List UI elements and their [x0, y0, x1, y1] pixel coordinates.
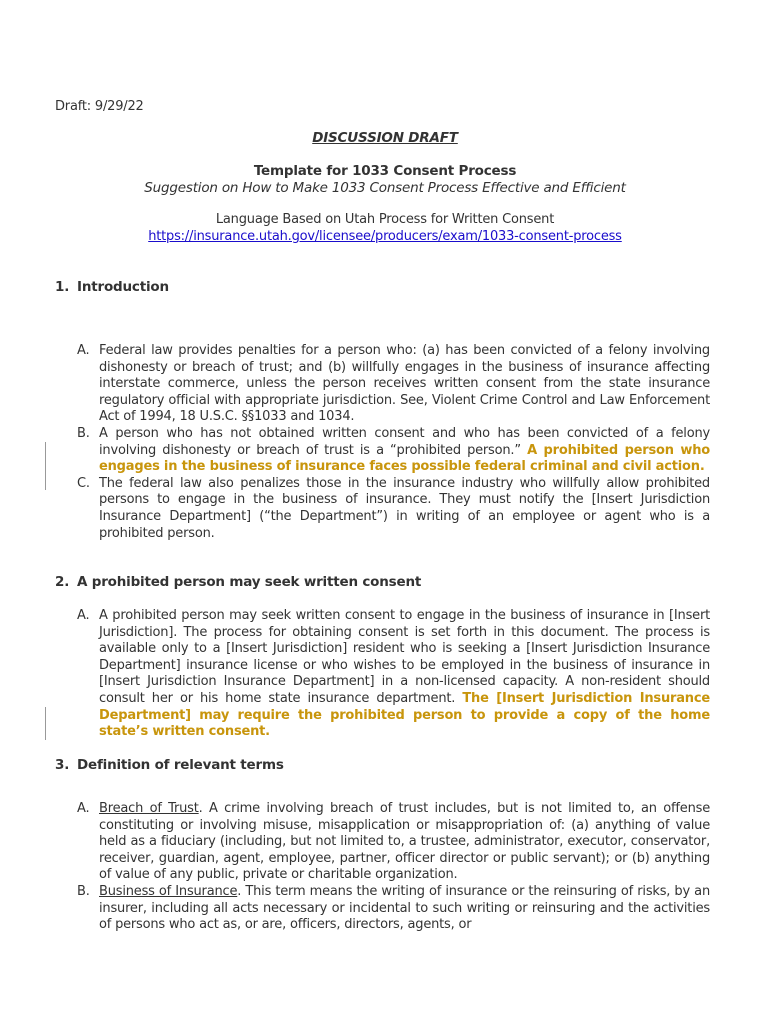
section-heading-definitions: 3. Definition of relevant terms	[55, 757, 284, 773]
change-bar	[45, 442, 46, 490]
list-item: C. The federal law also penalizes those in the insurance industry who willfully allow prohibited persons to engage in the business of insurance. They must notify the [Insert Jurisdiction Insurance Department] (“the Department”) in writing of an employee or agent who is a prohibited person.	[77, 475, 710, 541]
section-heading-written-consent: 2. A prohibited person may seek written consent	[55, 574, 422, 590]
definitions-list	[77, 801, 710, 934]
list-item: A. Breach of Trust. A crime involving breach of trust includes, but is not limited to, an offense constituting or involving misuse, misapplication or misappropriation of: (a) anything of value held as a fiduciary (including, but not limited to, a trustee, administrator, executor, conservator, receiver, guardian, agent, employee, partner, officer director or public servant); or (b) anything of value of any public, private or charitable organization.	[77, 801, 711, 883]
section-heading-introduction: 1. Introduction	[55, 279, 169, 295]
defined-term: Business of Insurance	[99, 883, 238, 899]
written-consent-list	[77, 608, 710, 741]
introduction-list	[77, 343, 710, 542]
utah-consent-link[interactable]: https://insurance.utah.gov/licensee/producers/exam/1033-consent-process	[148, 229, 622, 244]
draft-date: Draft: 9/29/22	[55, 99, 144, 114]
highlighted-text: The [Insert Jurisdiction Insurance Department] may require the prohibited person to provide a copy of the home state’s written consent.	[99, 690, 710, 740]
discussion-draft-label: DISCUSSION DRAFT	[312, 130, 458, 146]
change-bar	[45, 707, 46, 740]
list-item: A. Federal law provides penalties for a person who: (a) has been convicted of a felony involving dishonesty or breach of trust; and (b) willfully engages in the business of insurance affecting interstate commerce, unless the person receives written consent from the state insurance regulatory official with appropriate jurisdiction. See, Violent Crime Control and Law Enforcement Act of 1994, 18 U.S.C. §§1033 and 1034.	[77, 343, 710, 425]
language-note: Language Based on Utah Process for Written Consent	[215, 212, 555, 227]
defined-term: Breach of Trust	[99, 801, 199, 816]
list-item: A. A prohibited person may seek written consent to engage in the business of insurance in [Insert Jurisdiction]. The process for obtaining consent is set forth in this document. The process is available only to a [Insert Jurisdiction] resident who is seeking a [Insert Jurisdiction Insurance Department] insurance license or who wishes to be employed in the business of insurance in [Insert Jurisdiction Insurance Department] in a non-licensed capacity. A non-resident should consult her or his home state insurance department. The [Insert Jurisdiction Insurance Department] may require the prohibited person to provide a copy of the home state’s written consent.	[77, 608, 710, 740]
document-title: Template for 1033 Consent Process	[253, 163, 517, 179]
list-item: B. A person who has not obtained written consent and who has been convicted of a felony involving dishonesty or breach of trust is a “prohibited person.” A prohibited person who engages in the business of insurance faces possible federal criminal and civil action.	[77, 425, 711, 475]
highlighted-text: A prohibited person who engages in the business of insurance faces possible federal criminal and civil action.	[99, 442, 711, 475]
document-subtitle: Suggestion on How to Make 1033 Consent Process Effective and Efficient	[144, 180, 626, 196]
list-item: B. Business of Insurance. This term means the writing of insurance or the reinsuring of risks, by an insurer, including all acts necessary or incidental to such writing or reinsuring and the activities of persons who act as, or are, officers, directors, agents, or	[77, 883, 710, 933]
